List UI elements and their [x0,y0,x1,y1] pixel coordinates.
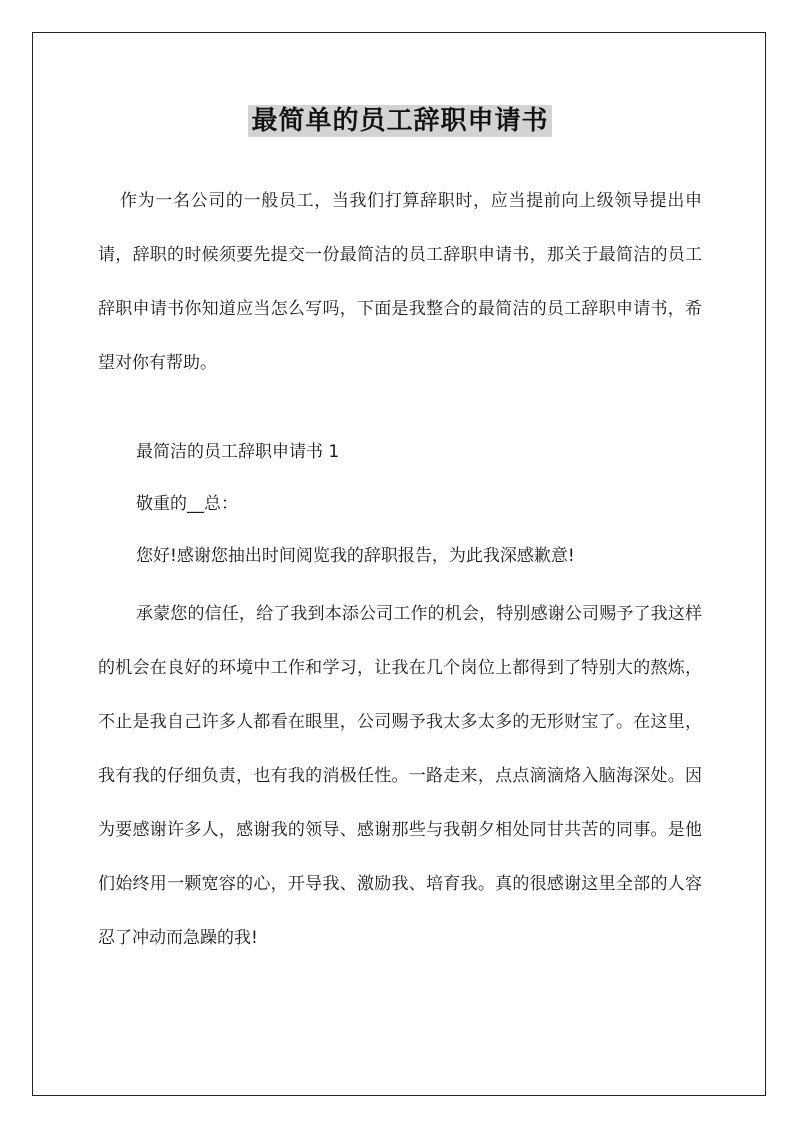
letter-body-paragraph: 承蒙您的信任，给了我到本添公司工作的机会，特别感谢公司赐予了我这样的机会在良好的环境中工作和学习，让我在几个岗位上都得到了特别大的熬炼，不止是我自己许多人都看在眼里，公司赐予我太多太多的无形财宝了。在这里，我有我的仔细负责，也有我的消极任性。一路走来，点点滴滴烙入脑海深处。因为要感谢许多人，感谢我的领导、感谢那些与我朝夕相处同甘共苦的同事。是他们始终用一颗宽容的心，开导我、激励我、培育我。真的很感谢这里全部的人容忍了冲动而急躁的我! [98,604,702,948]
document-title [0,100,800,137]
letter-greeting: 您好!感谢您抽出时间阅览我的辞职报告，为此我深感歉意! [136,546,575,566]
letter-salutation: 敬重的__总： [136,494,238,514]
intro-paragraph: 作为一名公司的一般员工，当我们打算辞职时，应当提前向上级领导提出申请，辞职的时候须要先提交一份最简洁的员工辞职申请书，那关于最简洁的员工辞职申请书你知道应当怎么写吗，下面是我整合的最简洁的员工辞职申请书，希望对你有帮助。 [98,191,702,373]
document-title-text: 最简单的员工辞职申请书 [248,105,551,137]
letter-subheading: 最简洁的员工辞职申请书 1 [136,442,340,462]
